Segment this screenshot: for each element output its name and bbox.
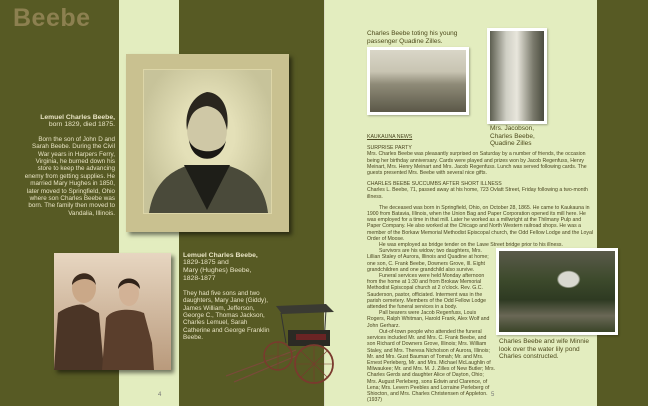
bio2-line: 1828-1877 <box>183 275 216 282</box>
bio-lemuel <box>20 114 115 217</box>
bio2-text: They had five sons and two daughters, Mary Jane (Giddy), James William, Jefferson, George C., Thomas Jackson, Charles Lemuel, Sarah Catherine and George Franklin Beebe. <box>183 289 270 342</box>
right-band <box>597 0 648 406</box>
bio-text: Born the son of John D and Sarah Beebe. During the Civil War years in Harpers Ferry, Virginia, he burned down his store to keep the advancing enemy from getting supplies. He married Mary Hughes in 1850, later moved to Springfield, Ohio where son Charles Beebe was born. The family then moved to Vandalia, Illinois. <box>24 135 115 217</box>
news-paragraph: Pall bearers were Jacob Regenfuss, Louis Rogers, Ralph Whitman, Harold Frank, Alex Wolf and John Gerharz. <box>367 310 490 329</box>
page-number-right: 5 <box>491 392 495 398</box>
page-number-left: 4 <box>158 392 162 398</box>
bio-dates: born 1829, died 1875. <box>48 121 115 129</box>
news-paragraph: Funeral services were held Monday afternoon from the home at 1:30 and from Brokaw Memorial Methodist Episcopal church at 2 o'clock. Rev. G.C. Sauderson, pastor, officiated. Interment was in the parish cemetery. Members of the Odd Fellow Lodge attended the funeral services in a body. <box>367 273 486 311</box>
news-paragraph: He was employed as bridge tender on the Lawe Street bridge prior to his illness. <box>379 242 563 249</box>
news-paragraph: Charles L. Beebe, 71, passed away at his home, 723 Ovlatt Street, Friday following a two-month illness. <box>367 187 588 200</box>
page-title: Beebe <box>13 4 91 32</box>
photo-lily-pond <box>496 248 618 335</box>
photo-charles-toting <box>367 47 469 115</box>
bio2-line: Mary (Hughes) Beebe, <box>183 267 252 275</box>
caption-toting: Charles Beebe toting his young passenger Quadine Zilles. <box>367 30 458 45</box>
news-paragraph: Mrs. Charles Beebe was pleasantly surprised on Saturday by a number of friends, the occasion being her birthday anniversary. Cards were played and prizes won by Jacob Regenfuss, Henry Meinart, Mrs. Henry Meinart and Mrs. Jacob Regenfuss. Lunch was served following cards. The guests presented Mrs. Beebe with several nice gifts. <box>367 151 587 177</box>
news-paragraph: Out-of-town people who attended the funeral services included Mr. and Mrs. C. Frank Beebe, and son Richard of Downers Grove, Illinois; Mrs. William Staley, and Mrs. Theresa Nicholson of Aurora, Illinois; Mr. and Mrs. Gust Bauman of Tomah; Mr. and Mrs. Ernest Perleberg, Mr. and Mrs. Michael McLaughlin of Milwaukee; Mr. and Mrs. M. J. Zilles of New Butler; Mrs. Charles Gerds and daughter Alice of Dayton, Ohio; Mrs. August Perleberg, sons Edwin and Clarence, of Lena; Mrs. Levern Peebles and Lorraine Perleberg of Shiocton, and Mrs. Charles Christensen of Appleton. (1937) <box>367 328 495 404</box>
news-paragraph: Survivors are his widow; two daughters, Mrs. Lillian Staley of Aurora, Illinois and Quadine at home; one son, C. Frank Beebe, Downers Grove, Ill. Eight grandchildren and one grandchild also survive. <box>367 248 489 273</box>
caption-jacobson: Mrs. Jacobson, Charles Beebe, Quadine Zilles <box>490 125 535 148</box>
portrait-frame <box>126 54 289 232</box>
news-paragraph: The deceased was born in Springfield, Ohio, on October 28, 1865. He came to Kaukauna in 1900 from Batavia, Illinois, when the Union Bag and Paper Corporation opened its mill here. He was employed for a time in that mill. Later he worked as a millwright at the Thilmany Pulp and Paper Company. He also worked at the Chicago and North Western railroad shops. He was a member of the Borkaw Memorial Methodist Episcopal church, the Odd Fellow Lodge and the Loyal Order of Moose. <box>367 204 594 242</box>
buggy-illustration <box>226 298 336 395</box>
news-subheading: CHARLES BEEBE SUCCUMBS AFTER SHORT ILLNESS <box>367 181 502 188</box>
caption-pond: Charles Beebe and wife Minnie look over the water lily pond Charles constructed. <box>499 338 589 361</box>
photo-jacobson <box>487 28 547 124</box>
bio2-name: Lemuel Charles Beebe, <box>183 252 258 259</box>
portrait-lemuel-photo <box>143 69 272 214</box>
bio2-line: 1829-1875 and <box>183 259 229 267</box>
couple-photo <box>54 253 171 370</box>
news-subheading: SURPRISE PARTY <box>367 145 412 152</box>
bio-name: Lemuel Charles Beebe, <box>40 114 115 121</box>
news-heading: KAUKAUNA NEWS <box>367 134 413 140</box>
